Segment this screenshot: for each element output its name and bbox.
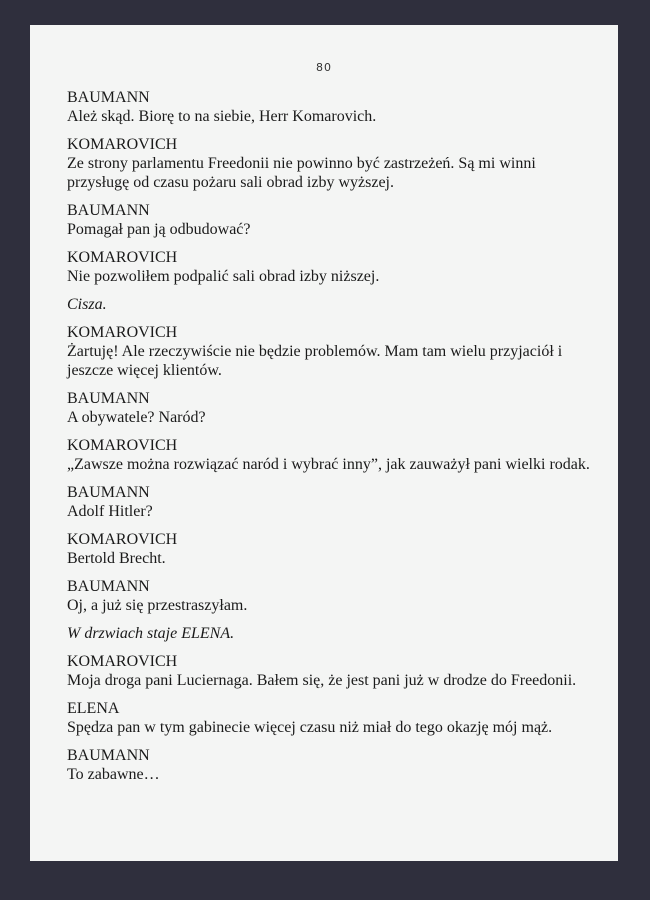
- dialogue-block: [67, 436, 597, 474]
- dialogue-block: [67, 652, 597, 690]
- dialogue-line: Ze strony parlamentu Freedonii nie powinno być zastrzeżeń. Są mi winni przysługę od czasu pożaru sali obrad izby wyższej.: [67, 155, 536, 191]
- dialogue-block: [67, 201, 597, 239]
- dialogue-line: Spędza pan w tym gabinecie więcej czasu niż miał do tego okazję mój mąż.: [67, 719, 553, 736]
- dialogue-line: Moja droga pani Luciernaga. Bałem się, że jest pani już w drodze do Freedonii.: [67, 672, 577, 689]
- dialogue-block: [67, 483, 597, 521]
- dialogue-block: [67, 746, 597, 784]
- dialogue-block: [67, 389, 597, 427]
- speaker-name: KOMAROVICH: [67, 531, 178, 548]
- speaker-name: ELENA: [67, 700, 120, 717]
- dialogue-line: A obywatele? Naród?: [67, 409, 206, 426]
- dialogue-line: Oj, a już się przestraszyłam.: [67, 597, 248, 614]
- speaker-name: KOMAROVICH: [67, 653, 178, 670]
- speaker-name: KOMAROVICH: [67, 324, 178, 341]
- dialogue-line: Ależ skąd. Biorę to na siebie, Herr Komarovich.: [67, 108, 377, 125]
- document-page: [30, 25, 618, 861]
- speaker-name: BAUMANN: [67, 202, 150, 219]
- speaker-name: BAUMANN: [67, 578, 150, 595]
- dialogue-line: Żartuję! Ale rzeczywiście nie będzie problemów. Mam tam wielu przyjaciół i jeszcze więcej klientów.: [67, 343, 563, 379]
- dialogue-block: [67, 699, 597, 737]
- dialogue-block: [67, 135, 597, 192]
- dialogue-line: Adolf Hitler?: [67, 503, 153, 520]
- speaker-name: BAUMANN: [67, 390, 150, 407]
- dialogue-block: [67, 323, 597, 380]
- speaker-name: KOMAROVICH: [67, 437, 178, 454]
- speaker-name: BAUMANN: [67, 747, 150, 764]
- dialogue-block: [67, 88, 597, 126]
- page-number: 80: [316, 61, 332, 74]
- script-body: [67, 88, 597, 793]
- dialogue-block: [67, 248, 597, 286]
- speaker-name: KOMAROVICH: [67, 249, 178, 266]
- dialogue-line: „Zawsze można rozwiązać naród i wybrać inny”, jak zauważył pani wielki rodak.: [67, 456, 590, 473]
- dialogue-line: To zabawne…: [67, 766, 160, 783]
- speaker-name: BAUMANN: [67, 484, 150, 501]
- speaker-name: KOMAROVICH: [67, 136, 178, 153]
- stage-direction: Cisza.: [67, 296, 107, 313]
- dialogue-line: Nie pozwoliłem podpalić sali obrad izby niższej.: [67, 268, 380, 285]
- speaker-name: BAUMANN: [67, 89, 150, 106]
- dialogue-block: [67, 577, 597, 615]
- stage-direction: W drzwiach staje ELENA.: [67, 625, 235, 642]
- dialogue-line: Pomagał pan ją odbudować?: [67, 221, 251, 238]
- dialogue-block: [67, 530, 597, 568]
- dialogue-line: Bertold Brecht.: [67, 550, 166, 567]
